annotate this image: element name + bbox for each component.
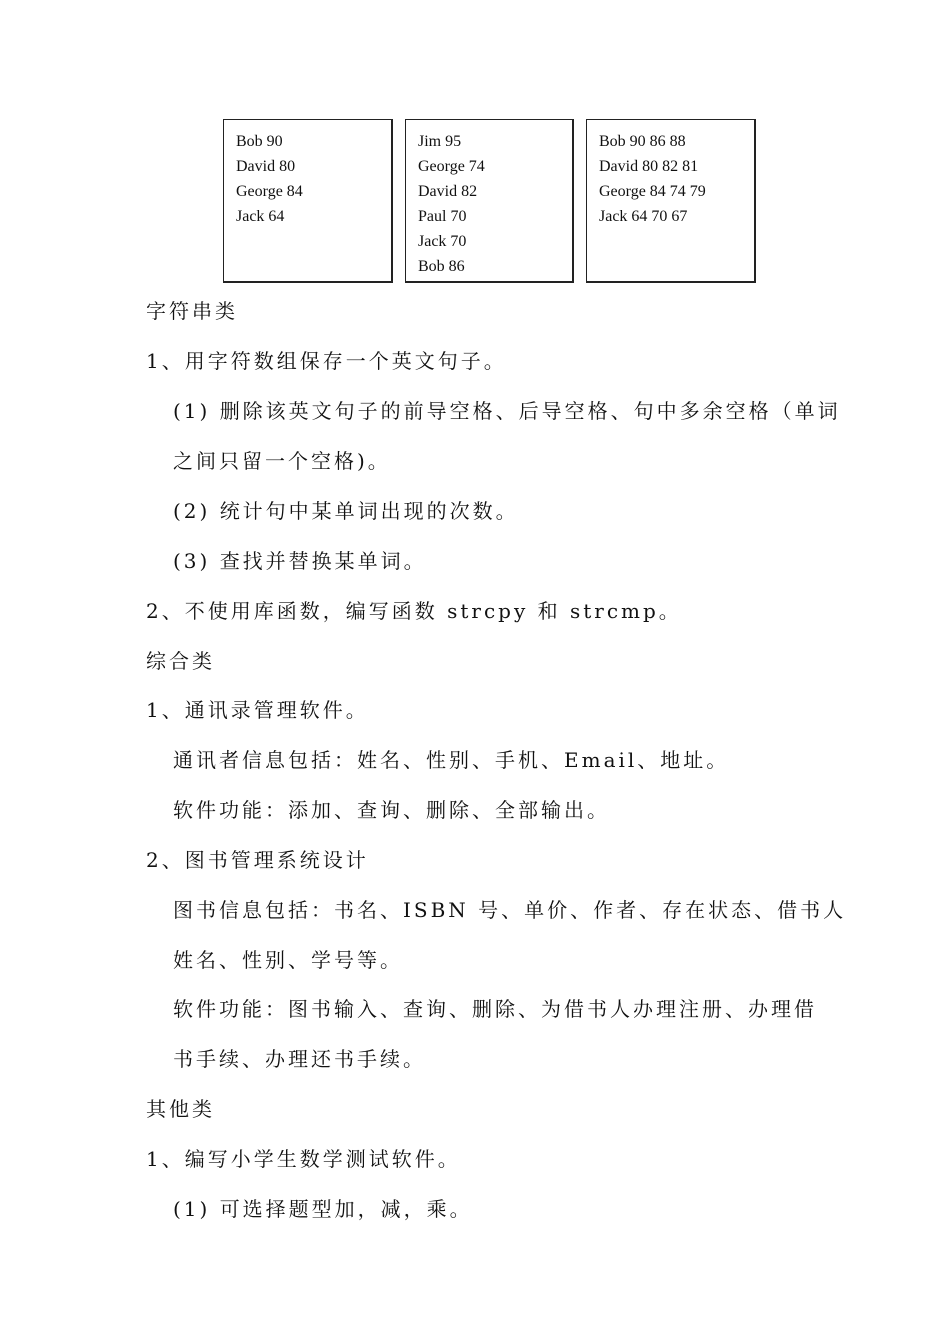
exercise-detail-continuation: 书手续、办理还书手续。 (173, 1047, 426, 1071)
table-row: Jack 70 (418, 233, 467, 250)
table-row: Bob 90 (236, 133, 283, 150)
table-row: Jack 64 (236, 208, 285, 225)
exercise-item: 1、用字符数组保存一个英文句子。 (146, 349, 507, 373)
table-row: George 84 (236, 183, 303, 200)
table-row: David 80 (236, 158, 296, 175)
exercise-subitem: (2) 统计句中某单词出现的次数。 (173, 499, 519, 523)
exercise-detail: 软件功能：添加、查询、删除、全部输出。 (173, 798, 610, 822)
table-row: George 74 (418, 158, 485, 175)
table-row: David 82 (418, 183, 478, 200)
exercise-item: 2、不使用库函数，编写函数 strcpy 和 strcmp。 (146, 599, 682, 623)
section-heading-other: 其他类 (146, 1097, 215, 1121)
section-heading-strings: 字符串类 (146, 299, 238, 323)
score-table-1 (223, 119, 393, 283)
table-row: Bob 86 (418, 258, 465, 275)
exercise-detail: 软件功能：图书输入、查询、删除、为借书人办理注册、办理借 (173, 997, 817, 1021)
exercise-subitem: (3) 查找并替换某单词。 (173, 549, 427, 573)
exercise-detail-continuation: 姓名、性别、学号等。 (173, 948, 403, 972)
table-row: Jack 64 70 67 (599, 208, 688, 225)
exercise-detail: 通讯者信息包括：姓名、性别、手机、Email、地址。 (173, 748, 730, 772)
score-tables (223, 119, 756, 285)
exercise-item: 1、通讯录管理软件。 (146, 698, 369, 722)
score-table-2 (405, 119, 574, 283)
table-row: Bob 90 86 88 (599, 133, 686, 150)
score-table-3 (586, 119, 756, 283)
table-row: David 80 82 81 (599, 158, 699, 175)
exercise-subitem: (1) 删除该英文句子的前导空格、后导空格、句中多余空格（单词 (173, 399, 841, 423)
exercise-item: 2、图书管理系统设计 (146, 848, 369, 872)
section-heading-comprehensive: 综合类 (146, 649, 215, 673)
exercise-subitem-continuation: 之间只留一个空格)。 (173, 449, 391, 473)
exercise-item: 1、编写小学生数学测试软件。 (146, 1147, 461, 1171)
table-row: George 84 74 79 (599, 183, 706, 200)
table-row: Jim 95 (418, 133, 462, 150)
exercise-subitem: (1) 可选择题型加，减，乘。 (173, 1197, 473, 1221)
table-row: Paul 70 (418, 208, 467, 225)
exercise-detail: 图书信息包括：书名、ISBN 号、单价、作者、存在状态、借书人 (173, 898, 847, 922)
